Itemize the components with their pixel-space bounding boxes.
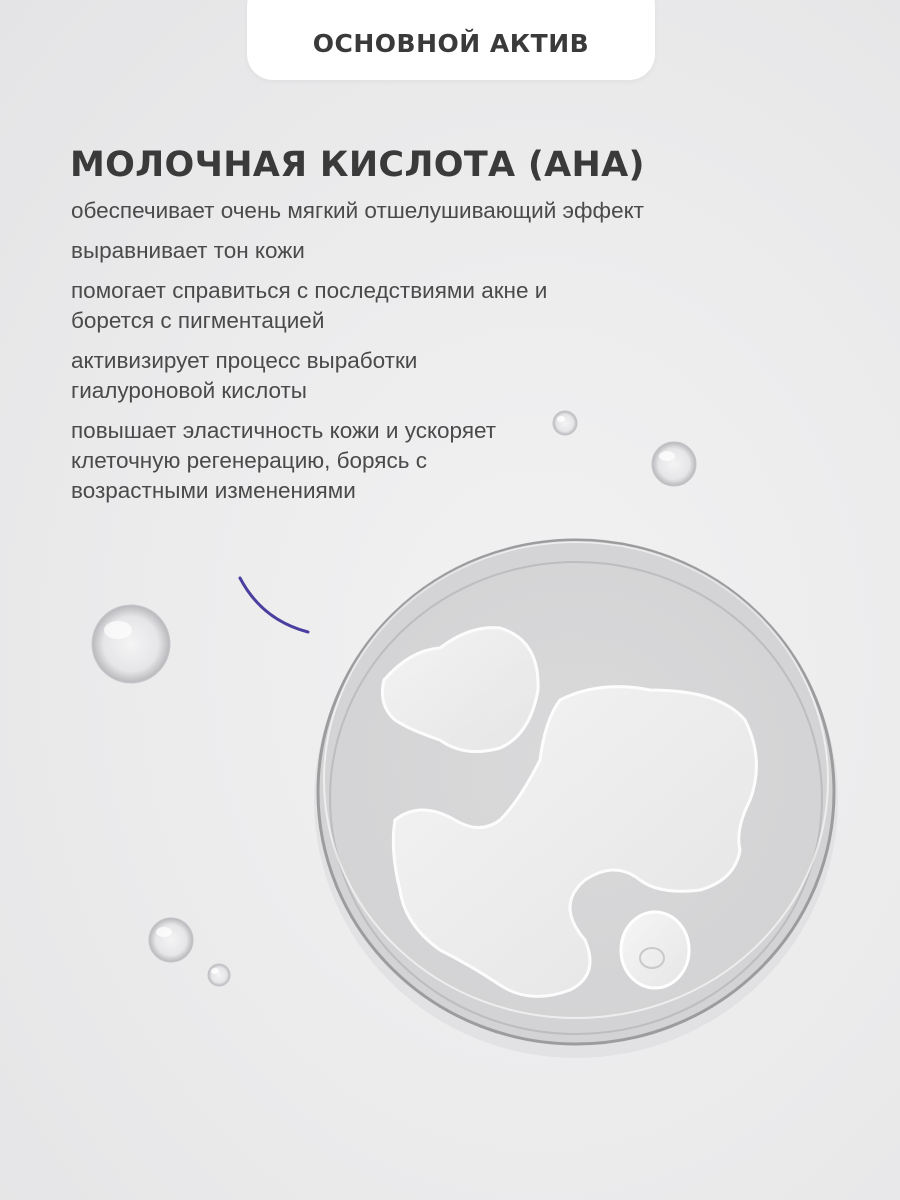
list-item: помогает справиться с последствиями акне и борется с пигментацией [71,278,548,333]
list-item: выравнивает тон кожи [71,238,305,263]
section-label: ОСНОВНОЙ АКТИВ [312,29,590,58]
list-item: активизирует процесс выработки гиалуроновой кислоты [71,348,418,403]
ingredient-title: МОЛОЧНАЯ КИСЛОТА (AHA) [70,145,645,185]
benefit-list [71,196,771,516]
water-droplet-icon [92,605,170,683]
list-item: обеспечивает очень мягкий отшелушивающий эффект [71,198,644,223]
water-droplet-icon [149,918,193,962]
section-tab [247,0,655,80]
accent-curve-icon [240,578,308,632]
water-droplet-icon [208,964,230,986]
petri-dish-icon [314,540,838,1058]
list-item: повышает эластичность кожи и ускоряет клеточную регенерацию, борясь с возрастными изменениями [71,418,497,503]
